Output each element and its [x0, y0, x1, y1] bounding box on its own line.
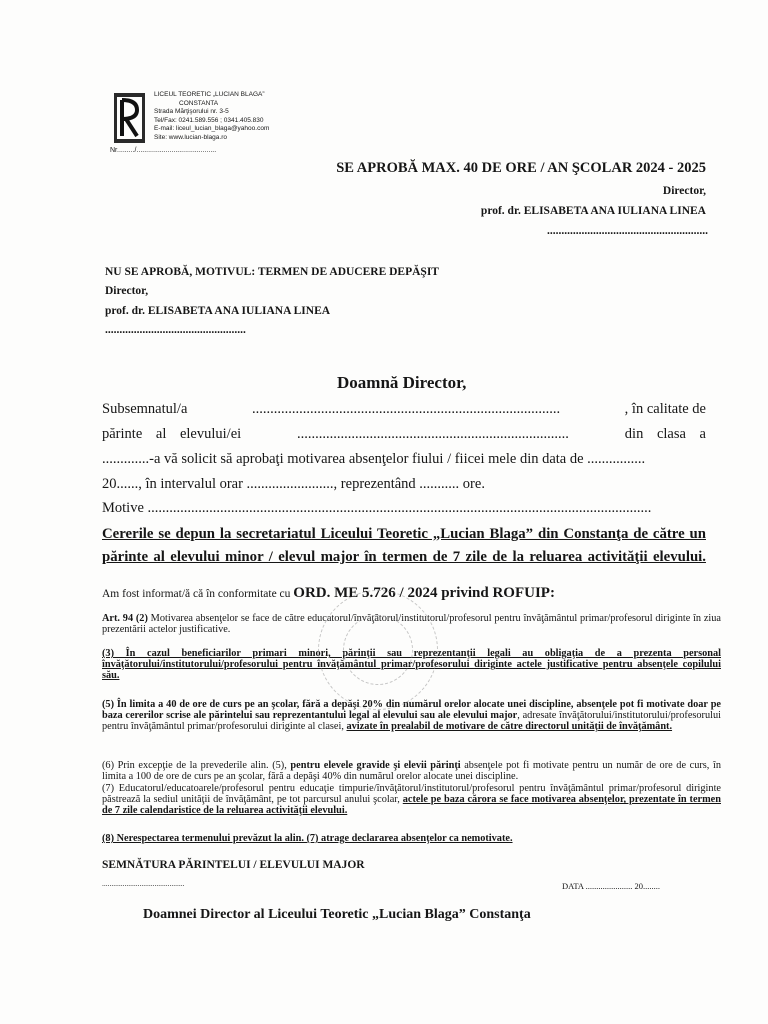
ordinance-reference: ORD. ME 5.726 / 2024 privind ROFUIP:	[293, 585, 555, 601]
paragraph-6-rest: absenţele pot fi motivate pentru un număr de ore de curs, în limita a 100 de ore de curs pe an şcolar, fără a depăşi 40% din numărul orelor alocate unei discipline.	[102, 760, 721, 783]
signature-label: SEMNĂTURA PĂRINTELUI / ELEVULUI MAJOR	[102, 859, 365, 871]
request-line-hours: 20......, în intervalul orar ........................, reprezentând ........... ore.	[102, 476, 485, 492]
deadline-note: Cererile se depun la secretariatul Liceului Teoretic „Lucian Blaga” din Constanţa de către un părinte al elevului minor / elevul major în termen de 7 zile de la reluarea activităţii elevului.	[102, 526, 706, 565]
subsemnatul-label: Subsemnatul/a	[102, 401, 188, 417]
paragraph-8: (8) Nerespectarea termenului prevăzut la alin. (7) atrage declararea absenţelor ca nemotivate.	[102, 833, 513, 844]
approval-director-label: Director,	[662, 185, 706, 197]
legal-intro-text: Am fost informat/ă că în conformitate cu	[102, 588, 294, 600]
paragraph-6-start: (6) Prin excepţie de la prevederile alin. (5),	[102, 760, 291, 771]
rejection-director-name: prof. dr. ELISABETA ANA IULIANA LINEA	[105, 305, 331, 317]
legal-intro	[102, 584, 555, 602]
paragraph-7-start: (7) Educatorul/educatoarele/profesorul pentru educaţie timpurie/învăţătorul/institutorul/profesorul pentru învăţământul primar/profesorul diriginte păstrează la sediul unităţii de învăţământ, pe tot parcursul anului şcolar,	[102, 783, 721, 806]
paragraph-5-addressees: , adresate învăţătorului/institutorului/profesorului pentru învăţământul primar/profesorului diriginte al clasei,	[102, 710, 721, 733]
school-crest-icon	[113, 92, 146, 144]
art-94-text: Motivarea absenţelor se face de către educatorul/învăţătorul/institutorul/profesorul pentru învăţământul primar/profesorul diriginte în ziua prezentării actelor justificative.	[102, 613, 722, 636]
request-line-name	[102, 401, 706, 418]
rejection-signature-line: .................................................	[105, 324, 246, 336]
name-blank[interactable]: .....................................................................................	[251, 401, 561, 417]
registration-number: Nr........./.........................................	[110, 147, 217, 154]
approval-title: SE APROBĂ MAX. 40 DE ORE / AN ŞCOLAR 2024 - 2025	[336, 160, 706, 176]
rejection-title: NU SE APROBĂ, MOTIVUL: TERMEN DE ADUCERE DEPĂŞIT	[105, 266, 439, 278]
paragraph-6-exception: pentru elevele gravide şi elevii părinţi	[290, 760, 461, 771]
school-email: E-mail: liceul_lucian_blaga@yahoo.com	[154, 125, 270, 133]
salutation: Doamnă Director,	[337, 373, 467, 392]
paragraph-7	[102, 783, 721, 817]
approval-director-name: prof. dr. ELISABETA ANA IULIANA LINEA	[480, 205, 706, 217]
motive-blank[interactable]: ...........................................................................................................................................	[147, 500, 652, 516]
addressee: Doamnei Director al Liceului Teoretic „Lucian Blaga” Constanţa	[143, 907, 531, 922]
request-line-reasons	[102, 500, 706, 517]
student-blank[interactable]: ...........................................................................	[297, 426, 569, 442]
school-logo	[113, 92, 146, 144]
parinte-label: părinte al elevului/ei	[102, 426, 242, 442]
request-line-student	[102, 426, 706, 443]
paragraph-5	[102, 699, 721, 733]
school-phone: Tel/Fax: 0241.589.556 ; 0341.405.830	[154, 116, 264, 124]
school-address: Strada Mărţişorului nr. 3-5	[154, 108, 229, 116]
school-stamp	[318, 590, 438, 710]
signature-line[interactable]: ............................................	[102, 879, 185, 888]
clasa-label: din clasa a	[624, 426, 706, 442]
paragraph-5-approval: avizate în prealabil de motivare de către directorul unităţii de învăţământ.	[346, 721, 673, 733]
school-header	[154, 91, 269, 143]
art-94-label: Art. 94 (2)	[102, 613, 148, 624]
paragraph-5-limit: 40 de ore de curs pe an şcolar, fără a depăşi 20% din numărul orelor alocate unei discipline, absenţele pot fi motivate doar pe baza cererilor scrise ale părintelui sau reprezentantului legal al elevului sau ale elevului major	[102, 699, 721, 722]
approval-signature-line: ........................................................	[547, 225, 708, 237]
request-line-dates: .............-a vă solicit să aprobaţi motivarea absenţelor fiului / fiicei mele din data de ................	[102, 451, 646, 467]
motive-label: Motive	[102, 500, 144, 516]
school-site: Site: www.lucian-blaga.ro	[154, 133, 227, 141]
school-name: LICEUL TEORETIC „LUCIAN BLAGA”	[154, 91, 265, 98]
paragraph-7-documents: actele pe baza cărora se face motivarea absenţelor, prezentate în termen de 7 zile calendaristice de la reluarea activităţii elevului.	[102, 794, 721, 817]
paragraph-3: (3) În cazul beneficiarilor primari minori, părinţii sau reprezentanţii legali au obligaţia de a prezenta personal învăţătorului/institutorului/profesorului pentru învăţământul primar/profesorului diriginte actele justificative pentru absenţele copilului său.	[102, 648, 721, 682]
paragraph-6	[102, 760, 721, 782]
school-city: CONSTANTA	[179, 99, 219, 107]
calitate-label: , în calitate de	[624, 401, 706, 417]
date-field[interactable]: DATA ...................... 20........	[562, 881, 661, 891]
rejection-director-label: Director,	[105, 285, 149, 297]
paragraph-5-start: (5) În limita a	[102, 699, 167, 710]
